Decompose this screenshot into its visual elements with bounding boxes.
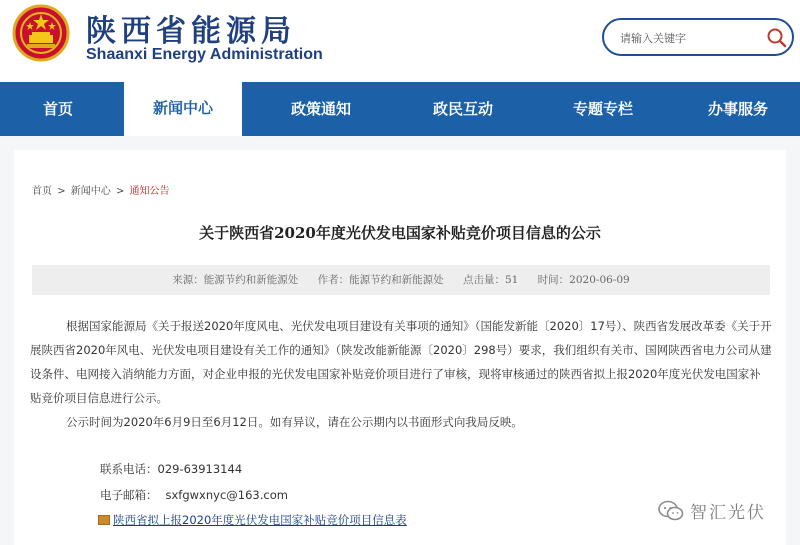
main-nav xyxy=(0,82,800,136)
article-body xyxy=(30,314,772,434)
nav-item-home[interactable]: 首页 xyxy=(42,100,73,118)
breadcrumb-home[interactable]: 首页 xyxy=(32,186,52,197)
meta-time: 时间：2020-06-09 xyxy=(537,274,630,286)
email-value[interactable]: sxfgwxnyc@163.com xyxy=(165,488,288,502)
attachment-link[interactable] xyxy=(98,512,407,528)
breadcrumb-news[interactable]: 新闻中心 xyxy=(70,186,111,197)
article-paragraph: 公示时间为2020年6月9日至6月12日。如有异议，请在公示期内以书面形式向我局反映。 xyxy=(66,415,523,429)
breadcrumb-separator: > xyxy=(57,186,66,197)
search-input[interactable] xyxy=(620,28,760,48)
article-meta xyxy=(32,265,770,295)
nav-item-interaction[interactable]: 政民互动 xyxy=(432,100,493,118)
meta-author: 作者：能源节约和新能源处 xyxy=(317,274,444,286)
email-label: 电子邮箱： xyxy=(100,488,158,502)
site-title: 陕西省能源局 xyxy=(86,14,296,49)
attachment-file-icon xyxy=(98,515,110,525)
meta-source: 来源：能源节约和新能源处 xyxy=(172,274,299,286)
nav-item-policy[interactable]: 政策通知 xyxy=(290,100,351,118)
search-box xyxy=(602,18,794,56)
attachment-label[interactable]: 陕西省拟上报2020年度光伏发电国家补贴竞价项目信息表 xyxy=(113,513,407,527)
contact-email xyxy=(100,487,288,503)
breadcrumb-current[interactable]: 通知公告 xyxy=(129,186,170,197)
nav-item-news[interactable]: 新闻中心 xyxy=(124,78,242,136)
watermark-text: 智汇光伏 xyxy=(690,503,766,523)
meta-views: 点击量：51 xyxy=(462,274,519,286)
watermark xyxy=(658,496,788,526)
breadcrumb-separator: > xyxy=(115,186,125,197)
site-subtitle: Shaanxi Energy Administration xyxy=(86,46,323,63)
article-paragraph: 根据国家能源局《关于报送2020年度风电、光伏发电项目建设有关事项的通知》（国能发新能〔2020〕17号）、陕西省发展改革委《关于开展陕西省2020年风电、光伏发电项目建设有关工作的通知》（陕发改能新能源〔2020〕298号）要求，我们组织有关市、国网陕西省电力公司从建设条件、电网接入消纳能力方面，对企业申报的光伏发电国家补贴竞价项目进行了审核，现将审核通过的陕西省拟上报2020年度光伏发电国家补贴竞价项目信息进行公示。 xyxy=(30,319,772,405)
contact-phone: 联系电话：029-63913144 xyxy=(100,462,243,476)
nav-item-services[interactable]: 办事服务 xyxy=(707,100,768,118)
breadcrumb xyxy=(32,182,170,197)
search-icon[interactable] xyxy=(766,27,788,49)
national-emblem-icon xyxy=(12,4,70,62)
wechat-icon xyxy=(658,500,684,522)
article-title: 关于陕西省2020年度光伏发电国家补贴竞价项目信息的公示 xyxy=(199,224,601,242)
site-header xyxy=(0,0,800,82)
nav-item-topics[interactable]: 专题专栏 xyxy=(572,100,633,118)
